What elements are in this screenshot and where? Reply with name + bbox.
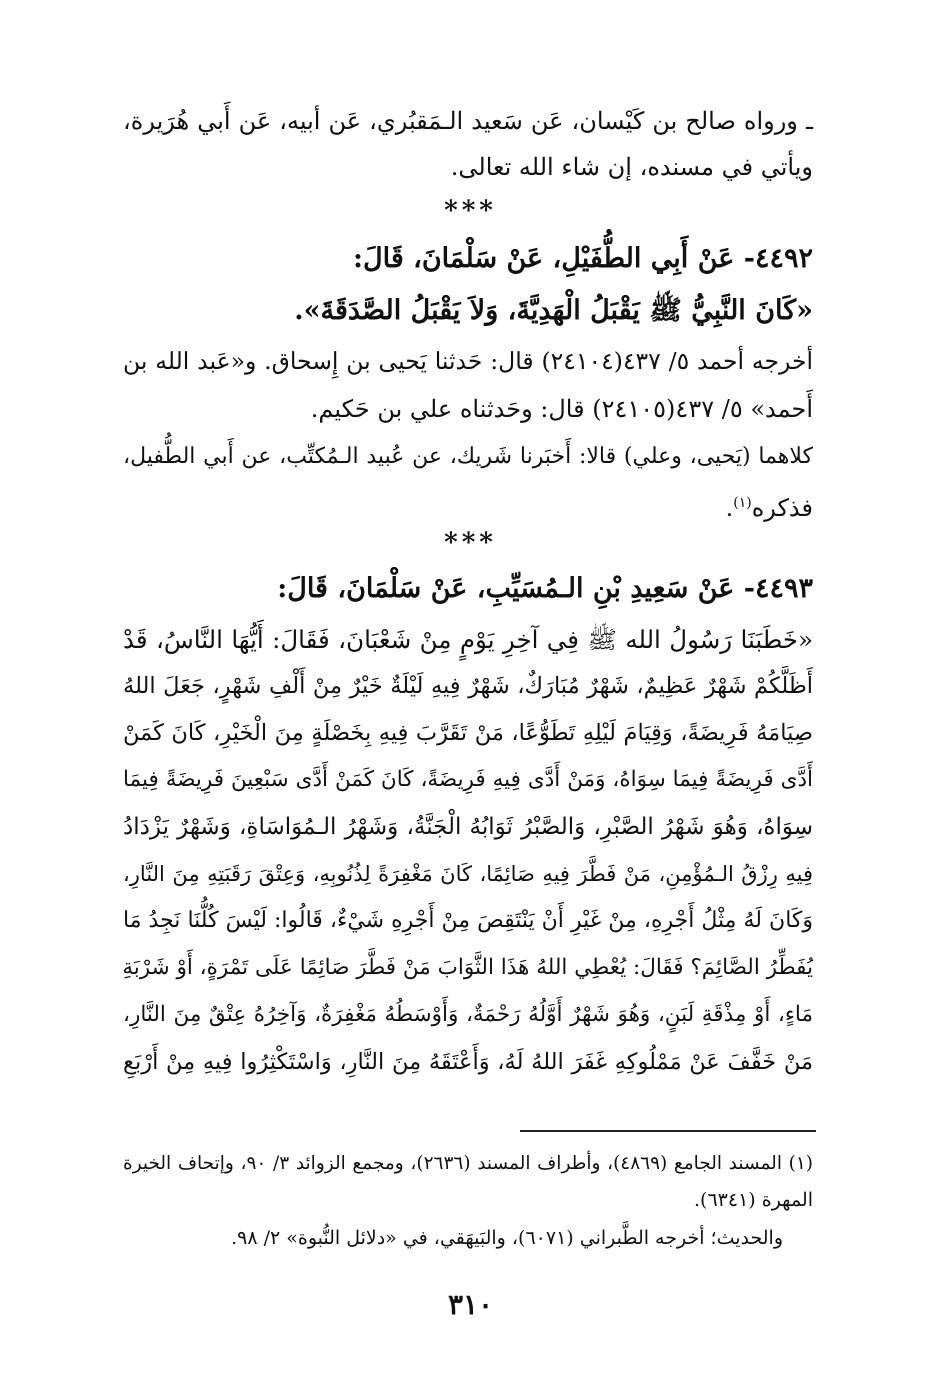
takhrij-line-3: كلاهما (يَحيى، وعلي) قالا: أَخبَرنا شَريك، عن عُبيد الـمُكتِّب، عن أَبي الطُّفيل، (123, 444, 813, 469)
footnote-divider (520, 1130, 816, 1132)
hadith-4493-line: وَكَانَ لَهُ مِثْلُ أَجْرِهِ، مِنْ غَيْرِ أَنْ يَنْتَقِصَ مِنْ أَجْرِهِ شَيْءٌ، قَالُوا: لَيْسَ كُلُّنَا نَجِدُ مَا (123, 908, 813, 933)
takhrij-period: . (725, 494, 734, 522)
intro-line-1: ـ ورواه صالح بن كَيْسان، عَن سَعيد الـمَقبُري، عَن أبيه، عَن أَبي هُرَيرة، (123, 107, 813, 135)
hadith-4493-line: «خَطَبَنَا رَسُولُ الله ﷺ فِي آخِرِ يَوْمٍ مِنْ شَعْبَانَ، فَقَالَ: أَيُّهَا النَّاسُ، قَدْ (123, 625, 813, 654)
footnote-marker: (١) (733, 495, 752, 511)
takhrij-line-1: أخرجه أحمد ٥/ ٤٣٧(٢٤١٠٤) قال: حَدثنا يَحيى بن إِسحاق. و«عَبد الله بن (123, 347, 813, 375)
takhrij-fadhakarahu: فذكره (751, 494, 813, 522)
hadith-4493-line: صِيَامَهُ فَرِيضَةً، وَقِيَامَ لَيْلِهِ تَطَوُّعًا، مَنْ تَقَرَّبَ فِيهِ بِخَصْلَةٍ مِنَ الْخَيْرِ، كَانَ كَمَنْ (123, 720, 813, 746)
page-number: ٣١٠ (447, 1288, 494, 1321)
hadith-4493-line: أَدَّى فَرِيضَةً فِيمَا سِوَاهُ، وَمَنْ أَدَّى فِيهِ فَرِيضَةً، كَانَ كَمَنْ أَدَّى سَبْعِينَ فَرِيضَةً فِيمَا (123, 767, 813, 792)
footnote-line-2: المهرة (٦٣٤١). (694, 1189, 813, 1211)
hadith-4492-text: «كَانَ النَّبِيُّ ﷺ يَقْبَلُ الْهَدِيَّةَ، وَلاَ يَقْبَلُ الصَّدَقَةَ». (294, 295, 813, 326)
hadith-4493-line: مَنْ خَفَّفَ عَنْ مَمْلُوكِهِ غَفَرَ اللهُ لَهُ، وَأَعْتَقَهُ مِنَ النَّارِ، وَاسْتَكْثِرُوا فِيهِ مِنْ أَرْبَعِ (123, 1049, 813, 1075)
hadith-4493-line: مَاءٍ، أَوْ مِذْقَةِ لَبَنٍ، وَهُوَ شَهْرٌ أَوَّلُهُ رَحْمَةٌ، وَأَوْسَطُهُ مَغْفِرَةٌ، وَآخِرُهُ عِتْقٌ مِنَ النَّارِ، (123, 1002, 813, 1027)
hadith-4493-line: أَظَلَّكُمْ شَهْرٌ عَظِيمٌ، شَهْرٌ مُبَارَكٌ، شَهْرٌ فِيهِ لَيْلَةٌ خَيْرٌ مِنْ أَلْفِ شَهْرٍ، جَعَلَ اللهُ (123, 673, 813, 699)
hadith-4493-line: سِوَاهُ، وَهُوَ شَهْرُ الصَّبْرِ، وَالصَّبْرُ ثَوَابُهُ الْجَنَّةُ، وَشَهْرُ الـمُوَاسَاةِ، وَشَهْرٌ يَزْدَادُ (123, 814, 813, 840)
hadith-4493-header: ٤٤٩٣- عَنْ سَعِيدِ بْنِ الـمُسَيِّبِ، عَنْ سَلْمَانَ، قَالَ: (277, 573, 813, 604)
hadith-4493-line: فِيهِ رِزْقُ الـمُؤْمِنِ، مَنْ فَطَّرَ فِيهِ صَائِمًا، كَانَ مَغْفِرَةً لِذُنُوبِهِ، وَعِتْقَ رَقَبَتِهِ مِنَ النَّارِ، (123, 862, 813, 886)
intro-line-2: ويأتي في مسنده، إن شاء الله تعالى. (450, 153, 813, 181)
separator-2: *** (444, 528, 497, 558)
takhrij-line-4 (123, 486, 813, 525)
takhrij-line-2: أَحمد» ٥/ ٤٣٧(٢٤١٠٥) قال: وحَدثناه علي بن حَكيم. (310, 395, 813, 423)
footnote-line-3: والحديث؛ أخرجه الطَّبراني (٦٠٧١)، والبَيهَقي، في «دلائل النُّبوة» ٢/ ٩٨. (231, 1227, 783, 1249)
hadith-4493-line: يُفَطِّرُ الصَّائِمَ؟ فَقَالَ: يُعْطِي اللهُ هَذَا الثَّوَابَ مَنْ فَطَّرَ صَائِمًا عَلَى تَمْرَةٍ، أَوْ شَرْبَةِ (122, 955, 813, 980)
hadith-4492-header: ٤٤٩٢- عَنْ أَبِي الطُّفَيْلِ، عَنْ سَلْمَانَ، قَالَ: (353, 243, 813, 274)
separator-1: *** (444, 196, 497, 226)
footnote-line-1: (١) المسند الجامع (٤٨٦٩)، وأطراف المسند (٢٦٣٦)، ومجمع الزوائد ٣/ ٩٠، وإتحاف الخيرة (123, 1153, 813, 1174)
